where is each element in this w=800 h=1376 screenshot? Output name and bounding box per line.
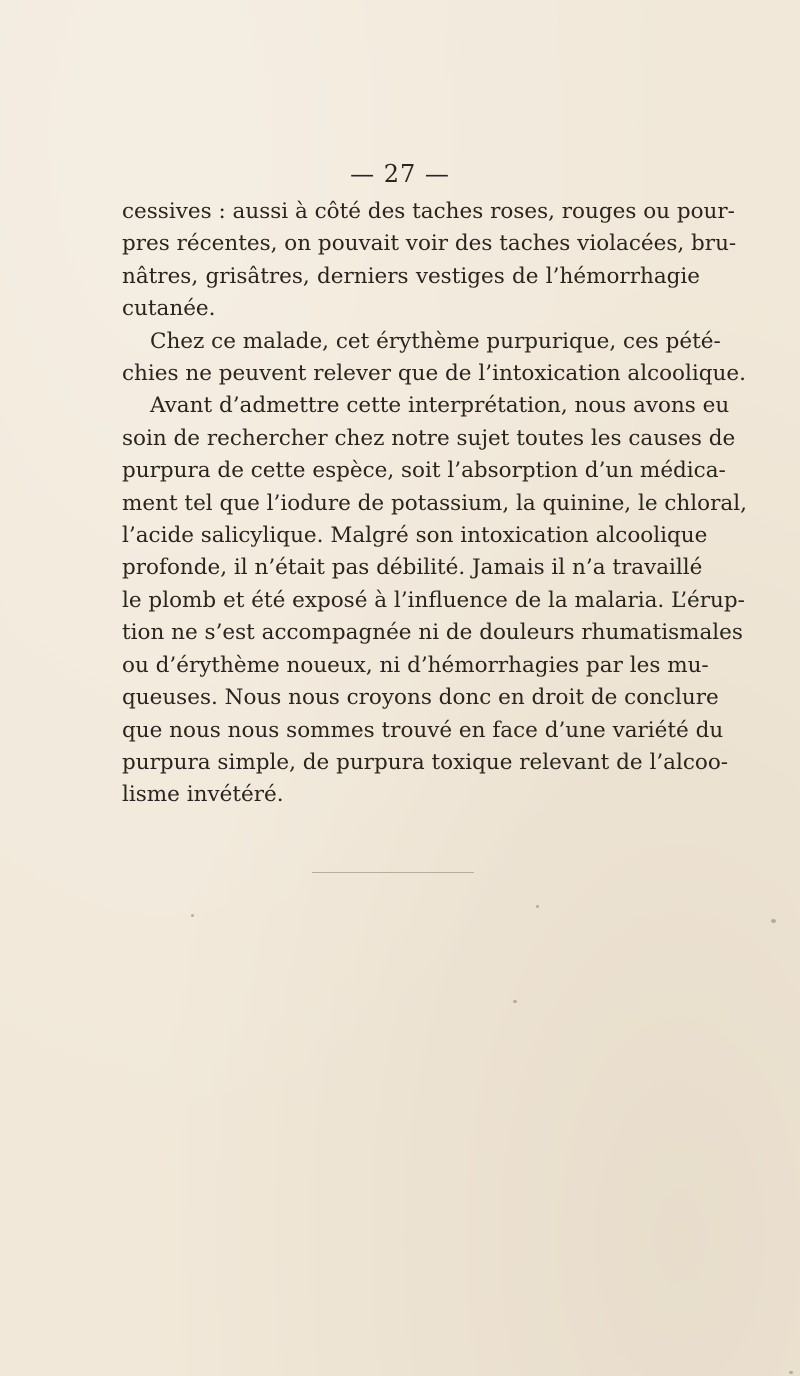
text-line: cutanée.: [122, 296, 216, 322]
text-line: ou d’érythème noueux, ni d’hémorrhagies par les mu-: [122, 652, 709, 678]
text-line: queuses. Nous nous croyons donc en droit de conclure: [122, 685, 719, 711]
text-line: soin de rechercher chez notre sujet toutes les causes de: [122, 425, 736, 451]
text-line: ment tel que l’iodure de potassium, la quinine, le chloral,: [122, 490, 747, 516]
end-rule: [312, 872, 474, 873]
paper-speck: [771, 919, 776, 923]
text-line: purpura de cette espèce, soit l’absorption d’un médica-: [122, 458, 726, 484]
text-line: Avant d’admettre cette interprétation, nous avons eu: [150, 393, 730, 419]
text-line: cessives : aussi à côté des taches roses, rouges ou pour-: [122, 199, 735, 224]
page-number: — 27 —: [350, 160, 450, 188]
text-line: que nous nous sommes trouvé en face d’une variété du: [122, 717, 724, 743]
body-text: [122, 196, 747, 812]
paper-speck: [191, 914, 194, 917]
text-line: purpura simple, de purpura toxique relevant de l’alcoo-: [122, 749, 729, 775]
text-line: chies ne peuvent relever que de l’intoxication alcoolique.: [122, 361, 746, 387]
paper-speck: [513, 1000, 517, 1003]
text-line: nâtres, grisâtres, derniers vestiges de l’hémorrhagie: [122, 263, 700, 289]
text-line: l’acide salicylique. Malgré son intoxication alcoolique: [122, 523, 708, 549]
text-line: tion ne s’est accompagnée ni de douleurs rhumatismales: [122, 620, 743, 646]
text-line: le plomb et été exposé à l’influence de la malaria. L’érup-: [122, 587, 745, 613]
text-line: Chez ce malade, cet érythème purpurique, ces pété-: [150, 328, 721, 354]
paper-speck: [536, 905, 539, 908]
paper-speck: [789, 1371, 793, 1374]
text-line: profonde, il n’était pas débilité. Jamais il n’a travaillé: [122, 555, 703, 581]
text-line: pres récentes, on pouvait voir des taches violacées, bru-: [122, 231, 737, 257]
text-line: lisme invétéré.: [122, 782, 284, 808]
